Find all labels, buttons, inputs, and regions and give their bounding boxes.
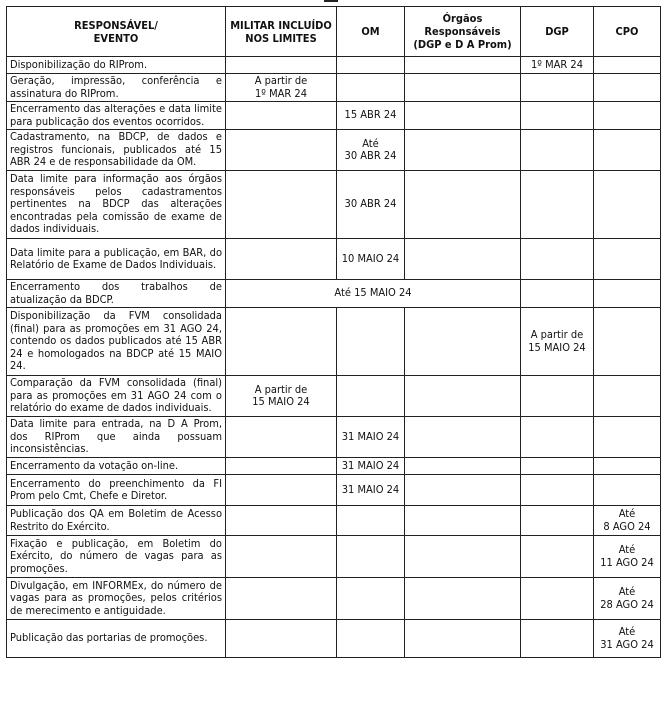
table-row xyxy=(7,578,661,620)
header-cpo xyxy=(594,7,661,57)
empty-cell xyxy=(405,458,521,475)
header-row xyxy=(7,7,661,57)
table-row xyxy=(7,280,661,308)
empty-cell xyxy=(594,171,661,239)
event-cell: Fixação e publicação, em Boletim do Exército, do número de vagas para as promoções. xyxy=(7,536,226,578)
empty-cell xyxy=(521,102,594,130)
table-row xyxy=(7,239,661,280)
empty-cell xyxy=(594,376,661,417)
event-cell: Publicação dos QA em Boletim de Acesso Restrito do Exército. xyxy=(7,506,226,536)
table-row xyxy=(7,620,661,658)
event-cell: Cadastramento, na BDCP, de dados e registros funcionais, publicados até 15 ABR 24 e de responsabilidade da OM. xyxy=(7,130,226,171)
cpo-date-cell: Até 8 AGO 24 xyxy=(594,506,661,536)
empty-cell xyxy=(337,506,405,536)
schedule-table xyxy=(6,6,661,658)
event-cell: Data limite para informação aos órgãos responsáveis pelos cadastramentos pertinentes na BDCP das alterações encontradas pela comissão de exame de dados individuais. xyxy=(7,171,226,239)
header-orgaos-responsaveis xyxy=(405,7,521,57)
page-top-mark xyxy=(324,0,338,2)
cpo-date-cell: Até 28 AGO 24 xyxy=(594,578,661,620)
empty-cell xyxy=(405,308,521,376)
header-label: RESPONSÁVEL/ EVENTO xyxy=(74,18,158,45)
empty-cell xyxy=(405,74,521,102)
table-row xyxy=(7,102,661,130)
empty-cell xyxy=(521,620,594,658)
table-row xyxy=(7,74,661,102)
event-cell: Encerramento dos trabalhos de atualização da BDCP. xyxy=(7,280,226,308)
event-cell: Data limite para entrada, na D A Prom, dos RIProm que ainda possuam inconsistências. xyxy=(7,417,226,458)
empty-cell xyxy=(405,475,521,506)
table-body xyxy=(7,57,661,658)
empty-cell xyxy=(594,280,661,308)
empty-cell xyxy=(226,578,337,620)
empty-cell xyxy=(405,102,521,130)
empty-cell xyxy=(226,417,337,458)
empty-cell xyxy=(521,506,594,536)
empty-cell xyxy=(337,536,405,578)
empty-cell xyxy=(337,620,405,658)
empty-cell xyxy=(594,458,661,475)
empty-cell xyxy=(405,417,521,458)
header-responsavel-evento xyxy=(7,7,226,57)
empty-cell xyxy=(521,578,594,620)
empty-cell xyxy=(521,171,594,239)
event-cell: Comparação da FVM consolidada (final) para as promoções em 31 AGO 24 com o relatório do exame de dados individuais. xyxy=(7,376,226,417)
empty-cell xyxy=(521,130,594,171)
empty-cell xyxy=(521,475,594,506)
empty-cell xyxy=(226,620,337,658)
event-cell: Divulgação, em INFORMEx, do número de vagas para as promoções, pelos critérios de merecimento e antiguidade. xyxy=(7,578,226,620)
empty-cell xyxy=(521,417,594,458)
om-date-cell: 15 ABR 24 xyxy=(337,102,405,130)
dgp-date-cell: 1º MAR 24 xyxy=(521,57,594,74)
table-row xyxy=(7,57,661,74)
empty-cell xyxy=(226,536,337,578)
empty-cell xyxy=(226,475,337,506)
empty-cell xyxy=(337,308,405,376)
empty-cell xyxy=(405,376,521,417)
header-label: DGP xyxy=(545,25,569,38)
om-date-cell: 31 MAIO 24 xyxy=(337,475,405,506)
table-row xyxy=(7,308,661,376)
om-date-cell: 31 MAIO 24 xyxy=(337,417,405,458)
empty-cell xyxy=(405,239,521,280)
om-date-cell: 10 MAIO 24 xyxy=(337,239,405,280)
empty-cell xyxy=(594,102,661,130)
table-row xyxy=(7,376,661,417)
empty-cell xyxy=(226,102,337,130)
table-row xyxy=(7,475,661,506)
event-cell: Encerramento das alterações e data limite para publicação dos eventos ocorridos. xyxy=(7,102,226,130)
empty-cell xyxy=(337,74,405,102)
empty-cell xyxy=(405,620,521,658)
empty-cell xyxy=(226,57,337,74)
empty-cell xyxy=(521,458,594,475)
empty-cell xyxy=(521,536,594,578)
empty-cell xyxy=(226,458,337,475)
cpo-date-cell: Até 31 AGO 24 xyxy=(594,620,661,658)
header-label: Órgãos Responsáveis (DGP e D A Prom) xyxy=(413,12,512,51)
empty-cell xyxy=(226,506,337,536)
table-row xyxy=(7,171,661,239)
empty-cell xyxy=(226,130,337,171)
header-label: MILITAR INCLUÍDO NOS LIMITES xyxy=(230,18,332,45)
empty-cell xyxy=(405,536,521,578)
empty-cell xyxy=(337,57,405,74)
empty-cell xyxy=(594,308,661,376)
empty-cell xyxy=(594,57,661,74)
empty-cell xyxy=(521,376,594,417)
empty-cell xyxy=(405,506,521,536)
om-date-cell: 31 MAIO 24 xyxy=(337,458,405,475)
event-cell: Publicação das portarias de promoções. xyxy=(7,620,226,658)
empty-cell xyxy=(594,475,661,506)
empty-cell xyxy=(226,171,337,239)
empty-cell xyxy=(405,130,521,171)
cpo-date-cell: Até 11 AGO 24 xyxy=(594,536,661,578)
header-om xyxy=(337,7,405,57)
event-cell: Encerramento do preenchimento da FI Prom pelo Cmt, Chefe e Diretor. xyxy=(7,475,226,506)
om-date-cell: Até 30 ABR 24 xyxy=(337,130,405,171)
empty-cell xyxy=(405,171,521,239)
table-row xyxy=(7,458,661,475)
header-militar xyxy=(226,7,337,57)
event-cell: Data limite para a publicação, em BAR, do Relatório de Exame de Dados Individuais. xyxy=(7,239,226,280)
empty-cell xyxy=(405,578,521,620)
event-cell: Geração, impressão, conferência e assinatura do RIProm. xyxy=(7,74,226,102)
om-date-cell: 30 ABR 24 xyxy=(337,171,405,239)
empty-cell xyxy=(594,74,661,102)
empty-cell xyxy=(337,376,405,417)
header-dgp xyxy=(521,7,594,57)
header-label: CPO xyxy=(615,25,639,38)
empty-cell xyxy=(337,578,405,620)
militar-date-cell: A partir de 15 MAIO 24 xyxy=(226,376,337,417)
empty-cell xyxy=(594,239,661,280)
dgp-date-cell: A partir de 15 MAIO 24 xyxy=(521,308,594,376)
empty-cell xyxy=(521,74,594,102)
militar-date-cell: A partir de 1º MAR 24 xyxy=(226,74,337,102)
table-row xyxy=(7,130,661,171)
table-row xyxy=(7,417,661,458)
empty-cell xyxy=(226,239,337,280)
empty-cell xyxy=(594,417,661,458)
span-date-cell: Até 15 MAIO 24 xyxy=(226,280,521,308)
table-row xyxy=(7,506,661,536)
event-cell: Encerramento da votação on-line. xyxy=(7,458,226,475)
event-cell: Disponibilização do RIProm. xyxy=(7,57,226,74)
table-row xyxy=(7,536,661,578)
empty-cell xyxy=(521,239,594,280)
empty-cell xyxy=(405,57,521,74)
header-label: OM xyxy=(361,25,380,38)
event-cell: Disponibilização da FVM consolidada (final) para as promoções em 31 AGO 24, contendo os dados publicados até 15 ABR 24 e homologados na BDCP até 15 MAIO 24. xyxy=(7,308,226,376)
empty-cell xyxy=(521,280,594,308)
empty-cell xyxy=(594,130,661,171)
empty-cell xyxy=(226,308,337,376)
